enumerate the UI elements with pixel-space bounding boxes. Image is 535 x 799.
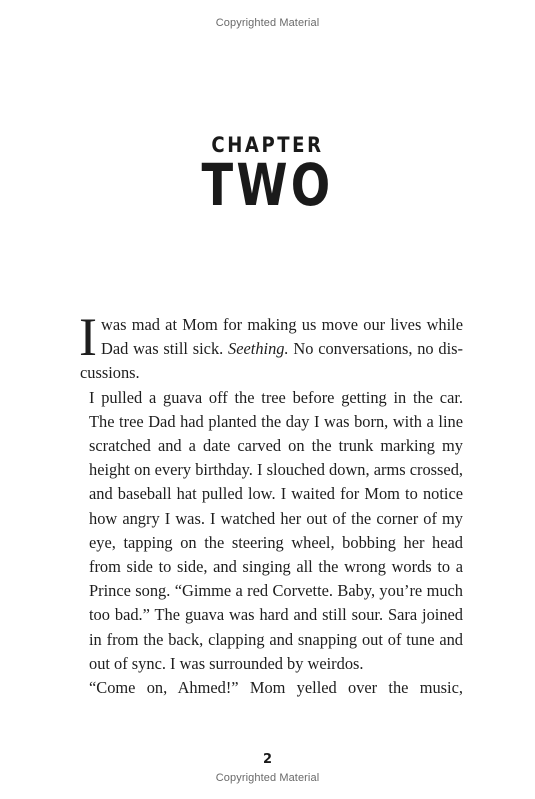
chapter-label: CHAPTER: [211, 133, 324, 157]
copyright-watermark-top: Copyrighted Material: [215, 17, 320, 29]
paragraph-1: [79, 307, 463, 386]
text-run: No conversations, no dis-: [288, 339, 463, 359]
text-line: from side to side, and singing all the wrong words to a: [89, 557, 463, 577]
copyright-watermark-bottom: Copyrighted Material: [215, 772, 320, 784]
text-line: I pulled a guava off the tree before getting in the car.: [89, 387, 463, 407]
emphasis-word: Seething.: [228, 339, 289, 359]
text-line: height on every birthday. I slouched down, arms crossed,: [89, 460, 463, 480]
text-line: “Come on, Ahmed!” Mom yelled over the music,: [89, 678, 463, 698]
text-line: out of sync. I was surrounded by weirdos.: [89, 653, 364, 673]
chapter-number: TWO: [201, 151, 334, 219]
text-line: in from the back, clapping and snapping out of tune and: [89, 629, 463, 649]
text-line: cussions.: [80, 363, 140, 383]
text-run: Dad was still sick.: [100, 339, 229, 359]
text-line: eye, tapping on the steering wheel, bobbing her head: [89, 532, 463, 552]
text-line: Prince song. “Gimme a red Corvette. Baby, you’re much: [89, 581, 463, 601]
text-line: too bad.” The guava was hard and still sour. Sara joined: [89, 605, 463, 625]
text-line: The tree Dad had planted the day I was born, with a line: [89, 411, 463, 431]
text-line: and baseball hat pulled low. I waited for Mom to notice: [89, 484, 463, 504]
drop-cap: I: [79, 307, 97, 367]
text-line: [80, 337, 463, 361]
chapter-body-text: [79, 307, 463, 700]
text-line: scratched and a date carved on the trunk marking my: [89, 436, 463, 456]
paragraph-3: [80, 676, 463, 700]
page-number: 2: [262, 752, 273, 767]
text-line: was mad at Mom for making us move our lives while: [100, 315, 463, 334]
text-line: how angry I was. I watched her out of the corner of my: [89, 508, 463, 528]
paragraph-2: [80, 386, 463, 676]
